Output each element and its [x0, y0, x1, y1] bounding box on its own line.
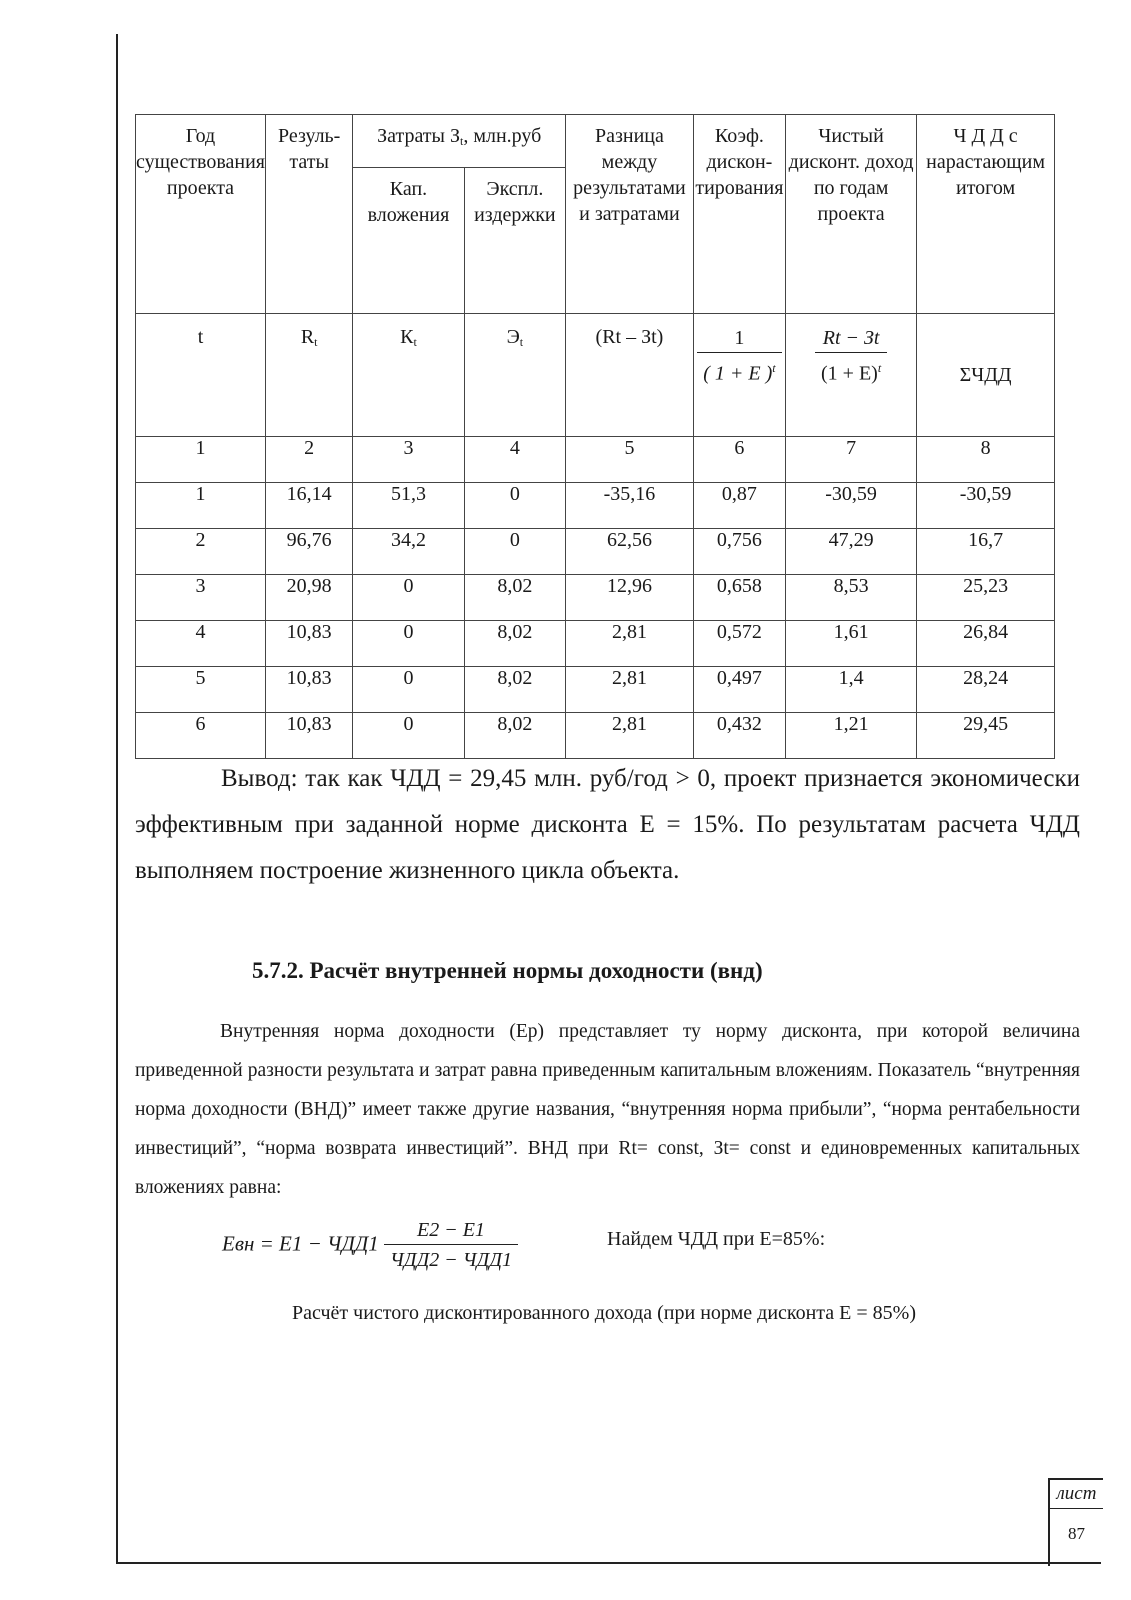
col-number: 1: [136, 437, 266, 483]
table-cell: 0: [464, 483, 566, 529]
conclusion-text: Вывод: так как ЧДД = 29,45 млн. руб/год > 0, проект признается экономически эффективным при заданной норме дисконта Е = 15%. По результатам расчета ЧДД выполняем построение жизненного цикла объекта.: [135, 765, 1080, 884]
table-cell: 0: [353, 713, 464, 759]
col-number: 2: [265, 437, 352, 483]
symbol-coef: [693, 314, 785, 437]
table-cell: 16,7: [917, 529, 1055, 575]
table-cell: 10,83: [265, 667, 352, 713]
table-cell: 28,24: [917, 667, 1055, 713]
table-cell: 47,29: [786, 529, 917, 575]
col-number: 5: [566, 437, 694, 483]
symbol-row: [136, 314, 1055, 437]
table-cell: 5: [136, 667, 266, 713]
table-cell: 0: [353, 667, 464, 713]
table-cell: 0,572: [693, 621, 785, 667]
symbol-r: $R_t$: [265, 314, 352, 437]
table-cell: -30,59: [917, 483, 1055, 529]
table-cell: 1,61: [786, 621, 917, 667]
table-cell: 8,53: [786, 575, 917, 621]
table-cell: -30,59: [786, 483, 917, 529]
symbol-net: [786, 314, 917, 437]
symbol-e: $Э_t$: [464, 314, 566, 437]
table-body: [136, 483, 1055, 759]
table-cell: 0: [353, 575, 464, 621]
formula-fraction: $\frac{E2 - E1}{\text{ЧДД2 − ЧДД1}}$: [384, 1216, 518, 1275]
table-cell: 2,81: [566, 621, 694, 667]
frame-left-line: [116, 34, 118, 1564]
find-npv-text: Найдем ЧДД при Е=85%:: [607, 1228, 826, 1250]
table-cell: 1,21: [786, 713, 917, 759]
table-cell: 6: [136, 713, 266, 759]
page-stamp: [1048, 1478, 1103, 1566]
table-cell: 0,497: [693, 667, 785, 713]
net-fraction: $\frac{Rt - Зt}{(1 + E)^t}$: [815, 324, 887, 389]
frame-bottom-line: [116, 1562, 1101, 1564]
col-number: 3: [353, 437, 464, 483]
header-year: Год существования проекта: [136, 115, 266, 314]
table-cell: 2,81: [566, 667, 694, 713]
col-number: 8: [917, 437, 1055, 483]
page-number: 87: [1068, 1524, 1085, 1543]
table-cell: 2: [136, 529, 266, 575]
table-cell: 0: [464, 529, 566, 575]
column-number-row: [136, 437, 1055, 483]
table-cell: 3: [136, 575, 266, 621]
table-cell: 20,98: [265, 575, 352, 621]
table-cell: 34,2: [353, 529, 464, 575]
irr-formula: [222, 1216, 518, 1275]
table-row: [136, 667, 1055, 713]
table-cell: 1: [136, 483, 266, 529]
table-cell: 0,756: [693, 529, 785, 575]
header-capital: Кап. вложения: [353, 168, 464, 314]
table-cell: 8,02: [464, 667, 566, 713]
symbol-k: $К_t$: [353, 314, 464, 437]
body-paragraph: Внутренняя норма доходности (Ер) представляет ту норму дисконта, при которой величина приведенной разности результата и затрат равна приведенным капитальным вложениям. Показатель “внутренняя норма доходности (ВНД)” имеет также другие названия, “внутренняя норма прибыли”, “норма рентабельности инвестиций”, “норма возврата инвестиций”. ВНД при Rt= const, Зt= const и единовременных капитальных вложениях равна:: [135, 1021, 1080, 1198]
col-number: 6: [693, 437, 785, 483]
table-row: [136, 529, 1055, 575]
formula-lhs: Eвн = E1 − ЧДД1: [222, 1231, 379, 1256]
table-cell: 0,658: [693, 575, 785, 621]
table-cell: 12,96: [566, 575, 694, 621]
table-cell: 25,23: [917, 575, 1055, 621]
table-cell: 10,83: [265, 713, 352, 759]
table-cell: 4: [136, 621, 266, 667]
table-cell: 8,02: [464, 713, 566, 759]
table-cell: 26,84: [917, 621, 1055, 667]
table-cell: 51,3: [353, 483, 464, 529]
table-cell: 0,87: [693, 483, 785, 529]
coef-fraction: $\frac{1}{( 1 + E )^t}$: [697, 324, 781, 389]
table-row: [136, 621, 1055, 667]
conclusion-paragraph: [135, 756, 1080, 894]
header-coef: Коэф. дискон-тирования: [693, 115, 785, 314]
symbol-t: t: [136, 314, 266, 437]
table-cell: 10,83: [265, 621, 352, 667]
npv-table: [135, 114, 1055, 759]
table-cell: 29,45: [917, 713, 1055, 759]
header-net-income: Чистый дисконт. доход по годам проекта: [786, 115, 917, 314]
table-cell: 8,02: [464, 575, 566, 621]
header-operating: Экспл. издержки: [464, 168, 566, 314]
header-costs: Затраты $З_t$, млн.руб: [353, 115, 566, 168]
symbol-diff: (Rt – Зt): [566, 314, 694, 437]
section-title: 5.7.2. Расчёт внутренней нормы доходности (внд): [252, 958, 763, 983]
table-cell: -35,16: [566, 483, 694, 529]
table-row: [136, 575, 1055, 621]
table-cell: 16,14: [265, 483, 352, 529]
table-row: [136, 483, 1055, 529]
table-cell: 1,4: [786, 667, 917, 713]
table-cell: 96,76: [265, 529, 352, 575]
table-header-row: [136, 115, 1055, 168]
symbol-sum: ΣЧДД: [917, 314, 1055, 437]
table-cell: 8,02: [464, 621, 566, 667]
col-number: 4: [464, 437, 566, 483]
table-cell: 0,432: [693, 713, 785, 759]
stamp-label: лист: [1050, 1480, 1103, 1509]
header-npv-cumulative: Ч Д Д с нарастающим итогом: [917, 115, 1055, 314]
header-results: Резуль-таты: [265, 115, 352, 314]
table-cell: 0: [353, 621, 464, 667]
col-number: 7: [786, 437, 917, 483]
table-cell: 62,56: [566, 529, 694, 575]
table-cell: 2,81: [566, 713, 694, 759]
header-difference: Разница между результатами и затратами: [566, 115, 694, 314]
table-caption: Расчёт чистого дисконтированного дохода (при норме дисконта Е = 85%): [292, 1302, 916, 1324]
table-row: [136, 713, 1055, 759]
